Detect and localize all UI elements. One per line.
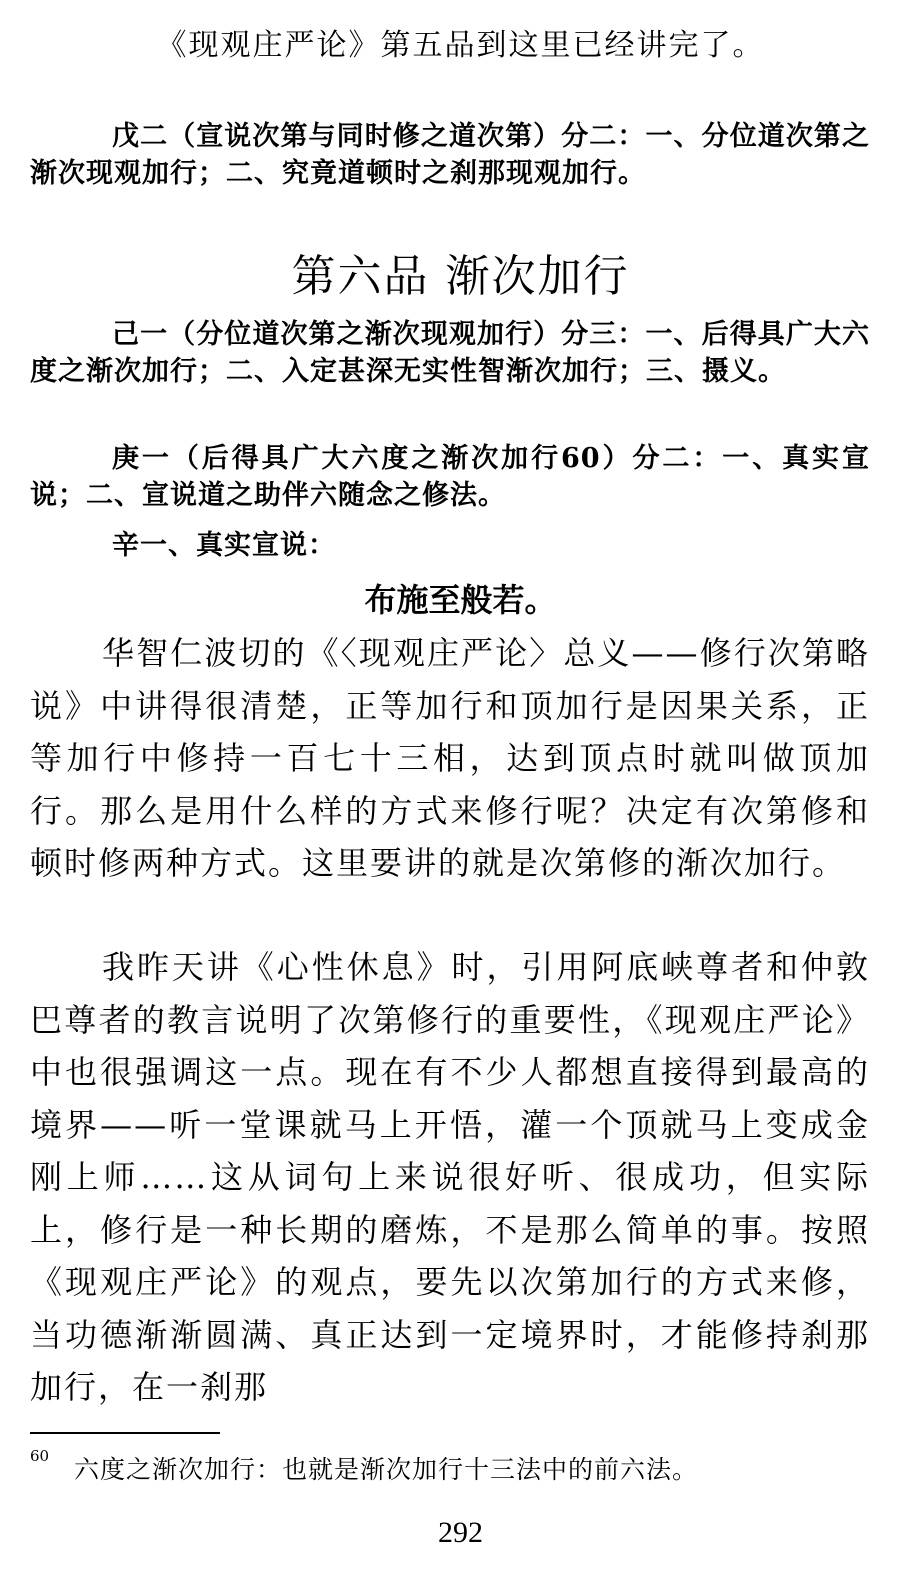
chapter-title: 第六品 渐次加行 [291, 251, 630, 302]
paragraph-2: 我昨天讲《心性休息》时，引用阿底峡尊者和仲敦巴尊者的教言说明了次第修行的重要性，《现观庄严论》中也很强调这一点。现在有不少人都想直接得到最高的境界——听一堂课就马上开悟，灌一个顶就马上变成金刚上师……这从词句上来说很好听、很成功，但实际上，修行是一种长期的磨炼，不是那么简单的事。按照《现观庄严论》的观点，要先以次第加行的方式来修，当功德渐渐圆满、真正达到一定境界时，才能修持刹那加行，在一刹那 [30, 948, 870, 1406]
footnote-text: 六度之渐次加行：也就是渐次加行十三法中的前六法。 [74, 1455, 699, 1484]
outline-wu2: 戊二（宣说次第与同时修之道次第）分二：一、分位道次第之渐次现观加行；二、究竟道顿时之刹那现观加行。 [30, 121, 870, 189]
paragraph-1: 华智仁波切的《〈现观庄严论〉总义——修行次第略说》中讲得很清楚，正等加行和顶加行是因果关系，正等加行中修持一百七十三相，达到顶点时就叫做顶加行。那么是用什么样的方式来修行呢？决定有次第修和顿时修两种方式。这里要讲的就是次第修的渐次加行。 [30, 634, 870, 882]
outline-ji1: 己一（分位道次第之渐次现观加行）分三：一、后得具广大六度之渐次加行；二、入定甚深无实性智渐次加行；三、摄义。 [30, 319, 870, 387]
footnote-divider [30, 1432, 220, 1434]
page-number: 292 [438, 1516, 483, 1549]
root-verse: 布施至般若。 [364, 581, 557, 619]
outline-xin1: 辛一、真实宣说： [112, 530, 336, 561]
footnote-number: 60 [30, 1447, 50, 1465]
intro-sentence: 《现观庄严论》第五品到这里已经讲完了。 [156, 28, 765, 63]
outline-geng1: 庚一（后得具广大六度之渐次加行60）分二：一、真实宣说；二、宣说道之助伴六随念之修法。 [30, 443, 870, 511]
